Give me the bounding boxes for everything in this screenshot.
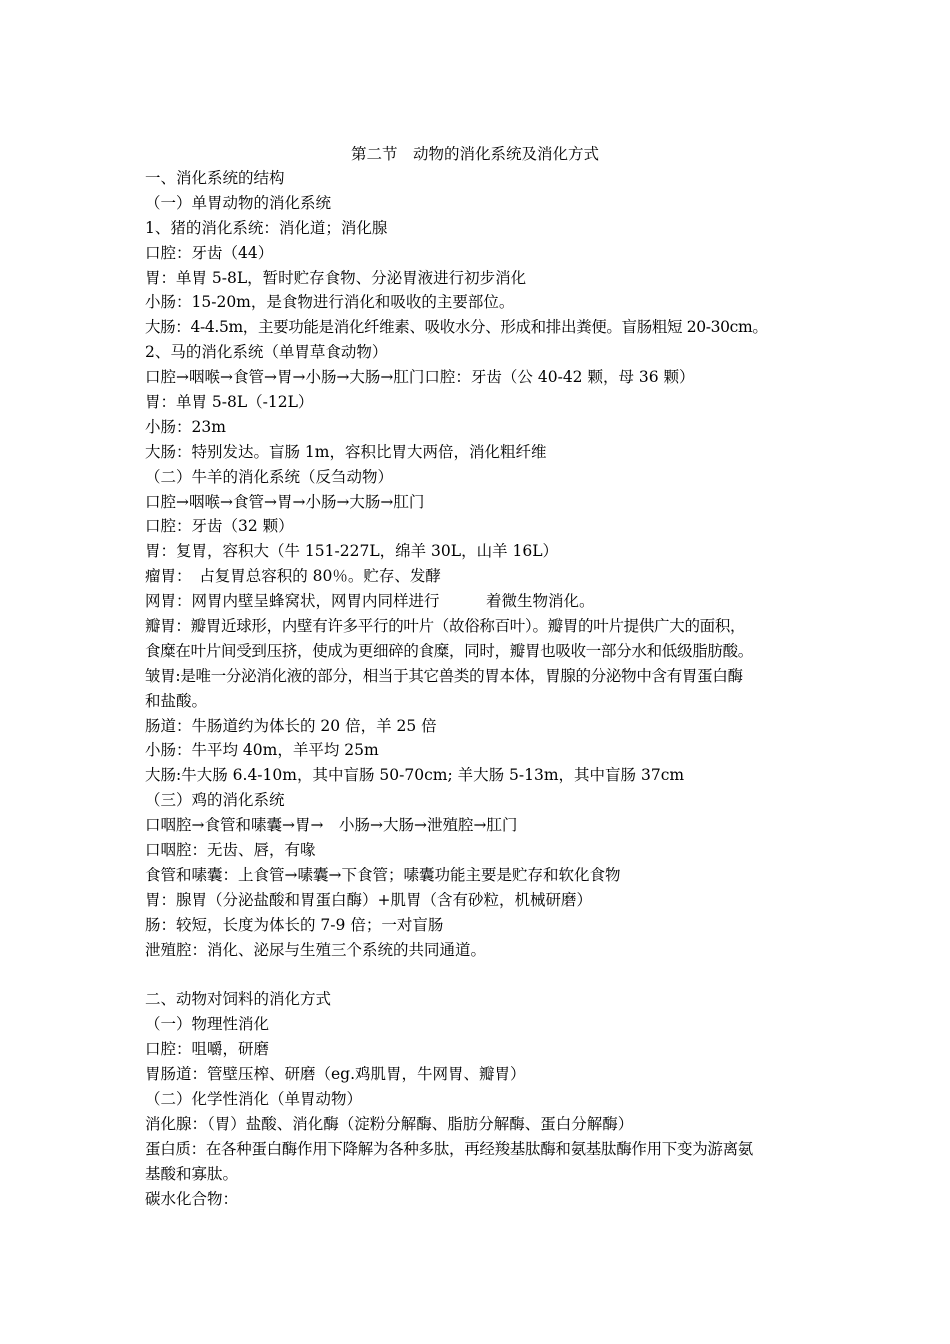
text-line: 碳水化合物： [145,1189,239,1208]
subsection-heading: （二）化学性消化（单胃动物） [145,1089,363,1108]
text-line: 胃：单胃 5-8L，暂时贮存食物、分泌胃液进行初步消化 [145,268,527,287]
text-line: 口咽腔→食管和嗉囊→胃→ 小肠→大肠→泄殖腔→肛门 [145,816,518,835]
text-line: 大肠：特别发达。盲肠 1m，容积比胃大两倍，消化粗纤维 [145,442,547,461]
document-title: 第二节 动物的消化系统及消化方式 [350,145,599,163]
text-line: 口腔→咽喉→食管→胃→小肠→大肠→肛门口腔：牙齿（公 40-42 颗，母 36 颗） [145,368,695,387]
text-line: 胃肠道：管壁压榨、研磨（eg.鸡肌胃，牛网胃、瓣胃） [145,1065,526,1084]
text-line: 口咽腔：无齿、唇，有喙 [145,841,316,860]
text-line: 小肠：23m [145,417,226,436]
text-line: 胃：单胃 5-8L（-12L） [145,393,314,412]
section-heading: 二、动物对饲料的消化方式 [145,990,332,1009]
text-line: 大肠：4-4.5m，主要功能是消化纤维素、吸收水分、形成和排出粪便。盲肠粗短 20-30cm。 [145,318,768,337]
text-line: 瘤胃： 占复胃总容积的 80％。贮存、发酵 [145,567,441,586]
text-line: 口腔→咽喉→食管→胃→小肠→大肠→肛门 [145,492,425,511]
subsection-heading: （一）物理性消化 [145,1015,270,1034]
text-line: 2、马的消化系统（单胃草食动物） [145,343,388,362]
text-line: 食糜在叶片间受到压挤，使成为更细碎的食糜，同时，瓣胃也吸收一部分水和低级脂肪酸。 [145,641,754,660]
text-line: 消化腺：（胃）盐酸、消化酶（淀粉分解酶、脂肪分解酶、蛋白分解酶） [145,1114,634,1133]
section-heading: 一、消化系统的结构 [145,169,285,187]
subsection-heading: （一）单胃动物的消化系统 [145,193,332,212]
text-line: 胃：腺胃（分泌盐酸和胃蛋白酶）+肌胃（含有砂粒，机械研磨） [145,890,592,909]
text-line: 瓣胃：瓣胃近球形，内壁有许多平行的叶片（故俗称百叶）。瓣胃的叶片提供广大的面积， [145,617,746,636]
document-body [145,166,817,1211]
text-line: 口腔：牙齿（32 颗） [145,517,294,536]
text-line: 胃：复胃，容积大（牛 151-227L，绵羊 30L，山羊 16L） [145,542,559,561]
text-line: 皱胃:是唯一分泌消化液的部分，相当于其它兽类的胃本体，胃腺的分泌物中含有胃蛋白酶 [145,666,743,685]
text-line: 蛋白质：在各种蛋白酶作用下降解为各种多肽，再经羧基肽酶和氨基肽酶作用下变为游离氨 [145,1139,754,1158]
text-line: 1、猪的消化系统：消化道；消化腺 [145,218,388,237]
subsection-heading: （三）鸡的消化系统 [145,791,285,810]
blank-line [145,963,817,988]
text-line: 基酸和寡肽。 [145,1164,239,1183]
text-line: 肠：较短，长度为体长的 7-9 倍；一对盲肠 [145,915,444,934]
text-line: 小肠：15-20m，是食物进行消化和吸收的主要部位。 [145,293,515,312]
text-line: 小肠：牛平均 40m，羊平均 25m [145,741,379,760]
subsection-heading: （二）牛羊的消化系统（反刍动物） [145,467,394,486]
text-line: 口腔：牙齿（44） [145,243,274,262]
text-line: 口腔：咀嚼，研磨 [145,1040,270,1059]
text-line: 食管和嗉囊：上食管→嗉囊→下食管；嗉囊功能主要是贮存和软化食物 [145,865,621,884]
text-line: 泄殖腔：消化、泌尿与生殖三个系统的共同通道。 [145,940,487,959]
text-line: 网胃：网胃内壁呈蜂窝状，网胃内同样进行 着微生物消化。 [145,592,595,611]
text-line: 大肠:牛大肠 6.4-10m，其中盲肠 50-70cm; 羊大肠 5-13m，其中盲肠 37cm [145,766,685,785]
text-line: 和盐酸。 [145,691,208,710]
text-line: 肠道：牛肠道约为体长的 20 倍，羊 25 倍 [145,716,437,735]
